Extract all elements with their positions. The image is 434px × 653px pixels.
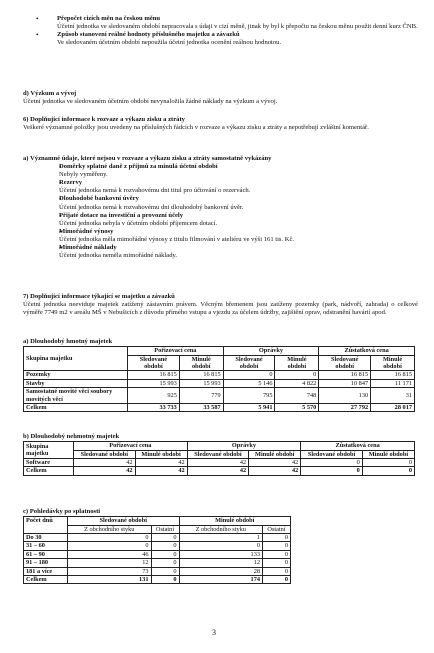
- cell: 42: [249, 467, 301, 475]
- item-title: • Doměrky splatné daně z příjmů za minulá účetní období: [59, 163, 218, 171]
- cell: 16 815: [128, 371, 180, 379]
- intangible-assets-table: [23, 441, 415, 476]
- cell: 0: [68, 542, 152, 550]
- cell: 748: [275, 388, 319, 404]
- cell: 31: [371, 388, 415, 404]
- cell: 0: [151, 575, 179, 583]
- table-row-total: [24, 467, 415, 475]
- subheader-cell: Sledované období: [187, 450, 249, 458]
- cell: 0: [362, 467, 414, 475]
- table-row: [24, 458, 415, 466]
- item-body: Účetní jednotka neměla mimořádné náklady.: [59, 252, 178, 260]
- header-cell: Oprávky: [187, 442, 301, 450]
- list-item: [23, 228, 418, 244]
- item-body: Účetní jednotka nemá k rozvahovému dni dlouhodobý bankovní úvěr.: [59, 203, 244, 211]
- item-body: Účetní jednotka nemá k rozvahovému dni titul pro účtování o rezervách.: [59, 187, 251, 195]
- table-row: [24, 550, 291, 558]
- cell: 0: [263, 567, 291, 575]
- table-a-block: [23, 338, 415, 412]
- section-7: [23, 293, 418, 317]
- row-label: 91 – 180: [24, 559, 68, 567]
- top-bullets: [0, 15, 420, 47]
- cell: 4 822: [275, 379, 319, 387]
- cell: 42: [74, 458, 136, 466]
- header-cell: Skupina majetku: [24, 347, 128, 371]
- subheader-cell: Z obchodního styku: [68, 525, 152, 533]
- list-item: [23, 212, 418, 228]
- item-title: • Přijaté dotace na investiční a provozní účely: [59, 211, 184, 219]
- cell: 5 941: [223, 403, 275, 411]
- row-label: Celkem: [24, 575, 68, 583]
- cell: 174: [179, 575, 263, 583]
- subheader-cell: Sledované období: [223, 355, 275, 371]
- cell: 42: [74, 467, 136, 475]
- list-item: [23, 244, 418, 260]
- subheader-cell: Minulé období: [362, 450, 414, 458]
- cell: 0: [151, 533, 179, 541]
- section-d: [23, 90, 418, 106]
- bullet-item: [0, 15, 420, 31]
- cell: 795: [223, 388, 275, 404]
- bullet-title: • Způsob stanovení reálné hodnoty příslušného majetku a závazků: [57, 31, 240, 39]
- row-label: Stavby: [24, 379, 128, 387]
- cell: 925: [128, 388, 180, 404]
- row-label: Pozemky: [24, 371, 128, 379]
- cell: 16 815: [179, 371, 223, 379]
- table-row: [24, 542, 291, 550]
- section-a-items: [23, 155, 418, 260]
- subheader-cell: Minulé období: [275, 355, 319, 371]
- cell: 42: [135, 467, 187, 475]
- cell: 0: [151, 567, 179, 575]
- cell: 33 587: [179, 403, 223, 411]
- table-row-total: [24, 403, 415, 411]
- table-row: [24, 379, 415, 387]
- table-title: b) Dlouhodobý nehmotný majetek: [23, 433, 120, 440]
- items-list: [23, 163, 418, 260]
- cell: 0: [301, 458, 363, 466]
- cell: 0: [263, 575, 291, 583]
- cell: 779: [179, 388, 223, 404]
- cell: 0: [68, 533, 152, 541]
- section-6: [23, 116, 418, 132]
- cell: 0: [263, 559, 291, 567]
- cell: 130: [319, 388, 371, 404]
- table-row: [24, 371, 415, 379]
- header-cell: Oprávky: [223, 347, 319, 355]
- cell: 0: [263, 550, 291, 558]
- cell: 131: [68, 575, 152, 583]
- cell: 42: [249, 458, 301, 466]
- cell: 10 847: [319, 379, 371, 387]
- subheader-cell: Sledované období: [319, 355, 371, 371]
- subheader-cell: Minulé období: [371, 355, 415, 371]
- table-title: a) Dlouhodobý hmotný majetek: [23, 338, 113, 345]
- header-cell: Pořizovací cena: [74, 442, 188, 450]
- cell: 0: [362, 458, 414, 466]
- subheader-cell: Sledované období: [74, 450, 136, 458]
- section-heading: a) Významné údaje, které nejsou v rozvaze a výkazu zisku a ztráty samostatně vykázány: [23, 155, 272, 162]
- table-row: [24, 559, 291, 567]
- subheader-cell: Sledované období: [128, 355, 180, 371]
- bullet-body: Účetní jednotka ve sledovaném období nepracovala s údaji v cizí měně, jinak by byl k přepočtu na českou měnu použit denní kurz ČNB.: [57, 23, 418, 31]
- tangible-assets-table: [23, 346, 415, 412]
- cell: 42: [135, 458, 187, 466]
- table-row-total: [24, 575, 291, 583]
- cell: 0: [301, 467, 363, 475]
- item-title: • Rezervy: [59, 179, 83, 187]
- cell: 5 570: [275, 403, 319, 411]
- cell: 16 815: [371, 371, 415, 379]
- table-c-block: [23, 508, 291, 584]
- cell: 11 171: [371, 379, 415, 387]
- subheader-cell: Z obchodního styku: [179, 525, 263, 533]
- header-cell: Zůstatková cena: [319, 347, 415, 355]
- item-body: Účetní jednotka nebyla v účetním období příjemcem dotací.: [59, 219, 218, 227]
- subheader-cell: Minulé období: [135, 450, 187, 458]
- item-title: • Mimořádné náklady: [59, 244, 117, 252]
- cell: 12: [179, 559, 263, 567]
- cell: 46: [68, 550, 152, 558]
- cell: 16 815: [319, 371, 371, 379]
- table-row: [24, 533, 291, 541]
- cell: 15 993: [179, 379, 223, 387]
- section-heading: 7) Doplňující informace týkající se majetku a závazků: [23, 293, 175, 300]
- row-label: Celkem: [24, 467, 74, 475]
- row-label: 61 – 90: [24, 550, 68, 558]
- cell: 0: [263, 542, 291, 550]
- item-body: Nebyly vyměřeny.: [59, 171, 108, 179]
- list-item: [23, 195, 418, 211]
- overdue-receivables-table: [23, 516, 291, 584]
- row-label: Celkem: [24, 403, 128, 411]
- cell: 27 792: [319, 403, 371, 411]
- section-text: Veškeré významné položky jsou uvedeny na příslušných řádcích v rozvaze a výkazu zisku a ztráty a nepotřebují zvláštní komentář.: [23, 124, 369, 132]
- cell: 33 733: [128, 403, 180, 411]
- cell: 0: [223, 371, 275, 379]
- cell: 12: [68, 559, 152, 567]
- cell: 1: [179, 533, 263, 541]
- header-cell: Zůstatková cena: [301, 442, 415, 450]
- list-item: [23, 163, 418, 179]
- bullet-title: • Přepočet cizích měn na českou měnu: [57, 15, 161, 22]
- header-cell: Skupina majetku: [24, 442, 74, 459]
- cell: 15 993: [128, 379, 180, 387]
- row-label: Software: [24, 458, 74, 466]
- subheader-cell: Minulé období: [249, 450, 301, 458]
- cell: 0: [151, 550, 179, 558]
- section-text: Účetní jednotka neeviduje majetek zatížený zástavním právem. Věcným břemenem jsou zatíženy pozemky (park, nádvoří, zahrada) o celkové výměře 7749 m2 v areálu MŠ v Nebušicích z důvodu přímého vstupu a vjezdu za účelem údržby, zajištění oprav, odstranění havárií apod.: [23, 301, 418, 317]
- item-title: • Dlouhodobé bankovní úvěry: [59, 195, 139, 203]
- header-cell: Počet dnů: [24, 517, 68, 534]
- row-label: Samostatné movité věci soubory movitých věcí: [24, 388, 128, 404]
- row-label: 31 – 60: [24, 542, 68, 550]
- page-number: 3: [212, 628, 216, 637]
- subheader-cell: Ostatní: [151, 525, 179, 533]
- cell: 42: [187, 458, 249, 466]
- row-label: 181 a více: [24, 567, 68, 575]
- item-body: Účetní jednotka měla mimořádné výnosy z titulu filmování v ateliéru ve výši 161 tis. Kč.: [59, 235, 295, 243]
- subheader-cell: Sledované období: [301, 450, 363, 458]
- cell: 0: [263, 533, 291, 541]
- cell: 0: [151, 559, 179, 567]
- bullet-body: Ve sledovaném účetním období nepoužila účetní jednotka ocenění reálnou hodnotou.: [57, 39, 282, 47]
- table-row: [24, 388, 415, 404]
- cell: 42: [187, 467, 249, 475]
- cell: 5 146: [223, 379, 275, 387]
- cell: 28 017: [371, 403, 415, 411]
- cell: 0: [151, 542, 179, 550]
- cell: 73: [68, 567, 152, 575]
- header-cell: Pořizovací cena: [128, 347, 224, 355]
- header-cell: Minulé období: [179, 517, 291, 525]
- cell: 133: [179, 550, 263, 558]
- table-b-block: [23, 433, 415, 476]
- subheader-cell: Minulé období: [179, 355, 223, 371]
- section-text: Účetní jednotka ve sledovaném účetním období nevynaložila žádné náklady na výzkum a vývoj.: [23, 98, 278, 106]
- subheader-cell: Ostatní: [263, 525, 291, 533]
- list-item: [23, 179, 418, 195]
- row-label: Do 30: [24, 533, 68, 541]
- cell: 0: [275, 371, 319, 379]
- table-title: c) Pohledávky po splatnosti: [23, 508, 101, 515]
- cell: 28: [179, 567, 263, 575]
- section-heading: d) Výzkum a vývoj: [23, 90, 77, 97]
- section-heading: 6) Doplňující informace k rozvaze a výkazu zisku a ztráty: [23, 116, 185, 123]
- item-title: • Mimořádné výnosy: [59, 227, 114, 235]
- bullet-item: [0, 31, 420, 47]
- header-cell: Sledované období: [68, 517, 180, 525]
- table-row: [24, 567, 291, 575]
- cell: 0: [179, 542, 263, 550]
